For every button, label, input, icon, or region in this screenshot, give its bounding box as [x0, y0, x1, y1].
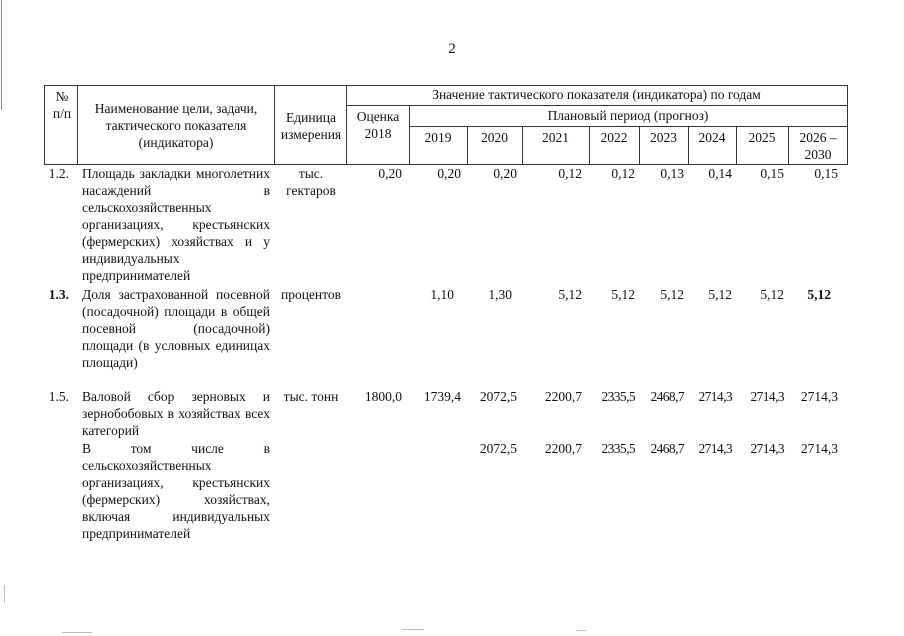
row-value: 2335,5 — [601, 389, 635, 404]
header-col-unit: Единица измерения — [280, 110, 342, 142]
row-value: 0,20 — [437, 166, 461, 181]
row-value: 2072,5 — [479, 441, 517, 456]
header-plan-title: Плановый период (прогноз) — [547, 108, 709, 123]
row-value: 0,20 — [493, 166, 517, 181]
header-year: 2021 — [542, 130, 569, 145]
col-border — [44, 85, 45, 165]
row-estimate: 0,20 — [378, 166, 402, 181]
col-border — [847, 85, 848, 165]
row-value: 0,14 — [708, 166, 732, 181]
row-value: 1739,4 — [423, 389, 461, 404]
row-value: 2714,3 — [750, 389, 784, 404]
row-value: 0,13 — [660, 166, 684, 181]
row-value: 2714,3 — [750, 441, 784, 456]
row-value: 2714,3 — [698, 441, 732, 456]
row-value: 1,30 — [488, 287, 512, 302]
row-value: 0,15 — [814, 166, 838, 181]
row-value: 0,12 — [558, 166, 582, 181]
row-unit: процентов — [280, 287, 341, 302]
scan-artifact — [4, 585, 5, 603]
header-estimate: Оценка 2018 — [356, 109, 400, 141]
row-value: 2714,3 — [800, 389, 838, 404]
row-value: 5,12 — [760, 287, 784, 302]
row-value: 1,10 — [430, 287, 454, 302]
row-value: 2468,7 — [650, 441, 684, 456]
row-value: 2468,7 — [650, 389, 684, 404]
scan-artifact — [62, 632, 92, 633]
row-value: 2714,3 — [698, 389, 732, 404]
plan-header-divider — [409, 126, 847, 127]
row-value: 0,15 — [760, 166, 784, 181]
row-value: 2200,7 — [544, 441, 582, 456]
row-name: Площадь закладки многолетних насаждений в сельскохозяйственных организациях, крестьянских (фермерских) хозяйствах и у индивидуальных предпринимателей — [82, 166, 270, 283]
row-value: 2072,5 — [479, 389, 517, 404]
header-year: 2020 — [481, 130, 508, 145]
header-year: 2022 — [600, 130, 628, 145]
header-col-name: Наименование цели, задачи, тактического показателя (индикатора) — [94, 101, 258, 150]
row-value: 5,12 — [558, 287, 582, 302]
header-year: 2024 — [698, 130, 726, 145]
page-number: 2 — [448, 41, 456, 57]
header-col-no: № п/п — [52, 89, 72, 121]
row-value: 5,12 — [708, 287, 732, 302]
row-value: 5,12 — [660, 287, 684, 302]
row-number: 1.5. — [48, 389, 69, 404]
header-year: 2026 – 2030 — [799, 130, 837, 162]
row-unit: тыс. гектаров — [286, 166, 336, 198]
header-year: 2025 — [748, 130, 776, 145]
scan-artifact — [576, 630, 586, 631]
header-year: 2019 — [424, 130, 452, 145]
row-number: 1.2. — [48, 166, 69, 181]
header-group-title: Значение тактического показателя (индикатора) по годам — [432, 87, 761, 102]
row-value: 0,12 — [611, 166, 635, 181]
row-value: 2714,3 — [800, 441, 838, 456]
col-border — [274, 85, 275, 165]
row-unit: тыс. тонн — [283, 389, 339, 404]
row-value: 2335,5 — [601, 441, 635, 456]
row-estimate: 1800,0 — [364, 389, 402, 404]
group-header-divider — [346, 105, 847, 106]
row-name: В том числе в сельскохозяйственных организациях, крестьянских (фермерских) хозяйствах, включая индивидуальных предпринимателей — [82, 441, 270, 541]
row-number: 1.3. — [48, 287, 69, 302]
row-name: Доля застрахованной посевной (посадочной) площади в общей посевной (посадочной) площади (в условных единицах площади) — [82, 287, 270, 370]
row-value: 5,12 — [611, 287, 635, 302]
col-border — [788, 127, 789, 165]
col-border — [77, 85, 78, 165]
row-value: 2200,7 — [544, 389, 582, 404]
header-year: 2023 — [650, 130, 677, 145]
row-name: Валовой сбор зерновых и зернобобовых в хозяйствах всех категорий — [82, 389, 270, 438]
row-value: 5,12 — [807, 287, 831, 302]
scan-artifact — [402, 629, 424, 630]
